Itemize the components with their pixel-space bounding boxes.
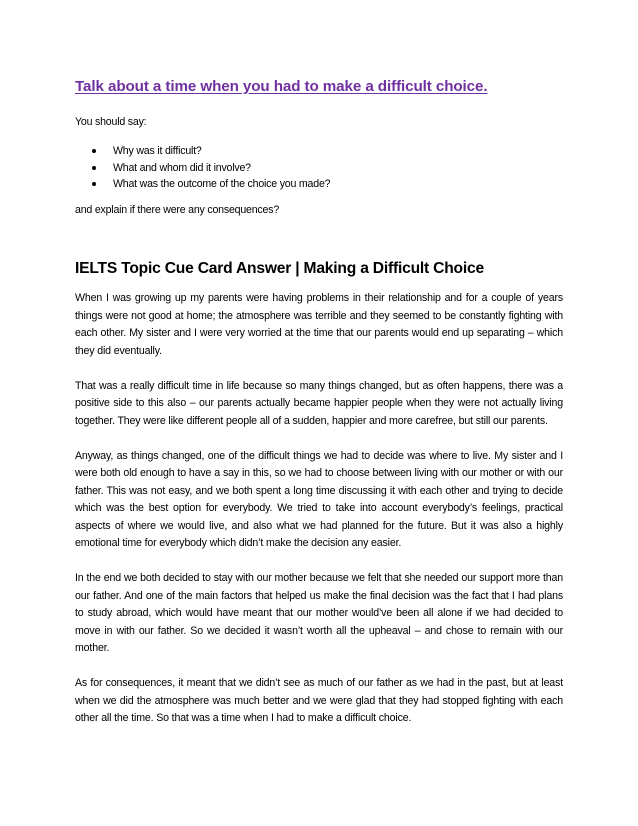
bullet-dot-icon [92,182,96,186]
answer-paragraph: When I was growing up my parents were having problems in their relationship and for a couple of years things were not good at home; the atmosphere was terrible and they seemed to be constantly fighting with each other. My sister and I were very worried at the time that our parents would end up separating – which they did eventually. [75,292,563,357]
bullet-text: What and whom did it involve? [113,161,251,174]
bullet-item [92,176,330,193]
bullet-dot-icon [92,149,96,153]
bullet-text: Why was it difficult? [113,145,202,157]
bullet-text: What was the outcome of the choice you made? [113,178,331,190]
answer-paragraph: That was a really difficult time in life because so many things changed, but as often happens, there was a positive side to this also – our parents actually became happier people when they were not actually living together. They were like different people all of a sudden, happier and more carefree, but still our parents. [75,379,563,427]
answer-paragraph: In the end we both decided to stay with our mother because we felt that she needed our support more than our father. And one of the main factors that helped us make the final decision was the fact that I had plans to study abroad, which would have meant that our mother would’ve been all alone if we had decided to move in with our father. So we decided it wasn’t worth all the upheaval – and chose to remain with our mother. [75,572,563,654]
answer-heading: IELTS Topic Cue Card Answer | Making a Difficult Choice [75,260,484,277]
bullet-dot-icon [92,166,96,170]
cue-card-bullet-list [92,143,330,193]
explain-consequences-line: and explain if there were any consequences? [75,204,280,216]
you-should-say-label: You should say: [75,116,147,128]
bullet-item [92,160,330,177]
cue-card-title: Talk about a time when you had to make a difficult choice. [75,78,488,95]
answer-paragraph: Anyway, as things changed, one of the difficult things we had to decide was where to live. My sister and I were both old enough to have a say in this, so we had to choose between living with our mother or with our father. This was not easy, and we both spent a long time discussing it with each other and trying to decide which was the best option for everybody. We tried to take into account everybody’s feelings, practical aspects of where we would live, and also what we had planned for the future. But it was also a highly emotional time for everybody which didn’t make the decision any easier. [75,449,563,549]
answer-body [75,290,563,745]
answer-paragraph: As for consequences, it meant that we didn’t see as much of our father as we had in the past, but at least when we did the atmosphere was much better and we were glad that they had stopped fighting with each other all the time. So that was a time when I had to make a difficult choice. [75,677,563,724]
bullet-item [92,143,330,160]
